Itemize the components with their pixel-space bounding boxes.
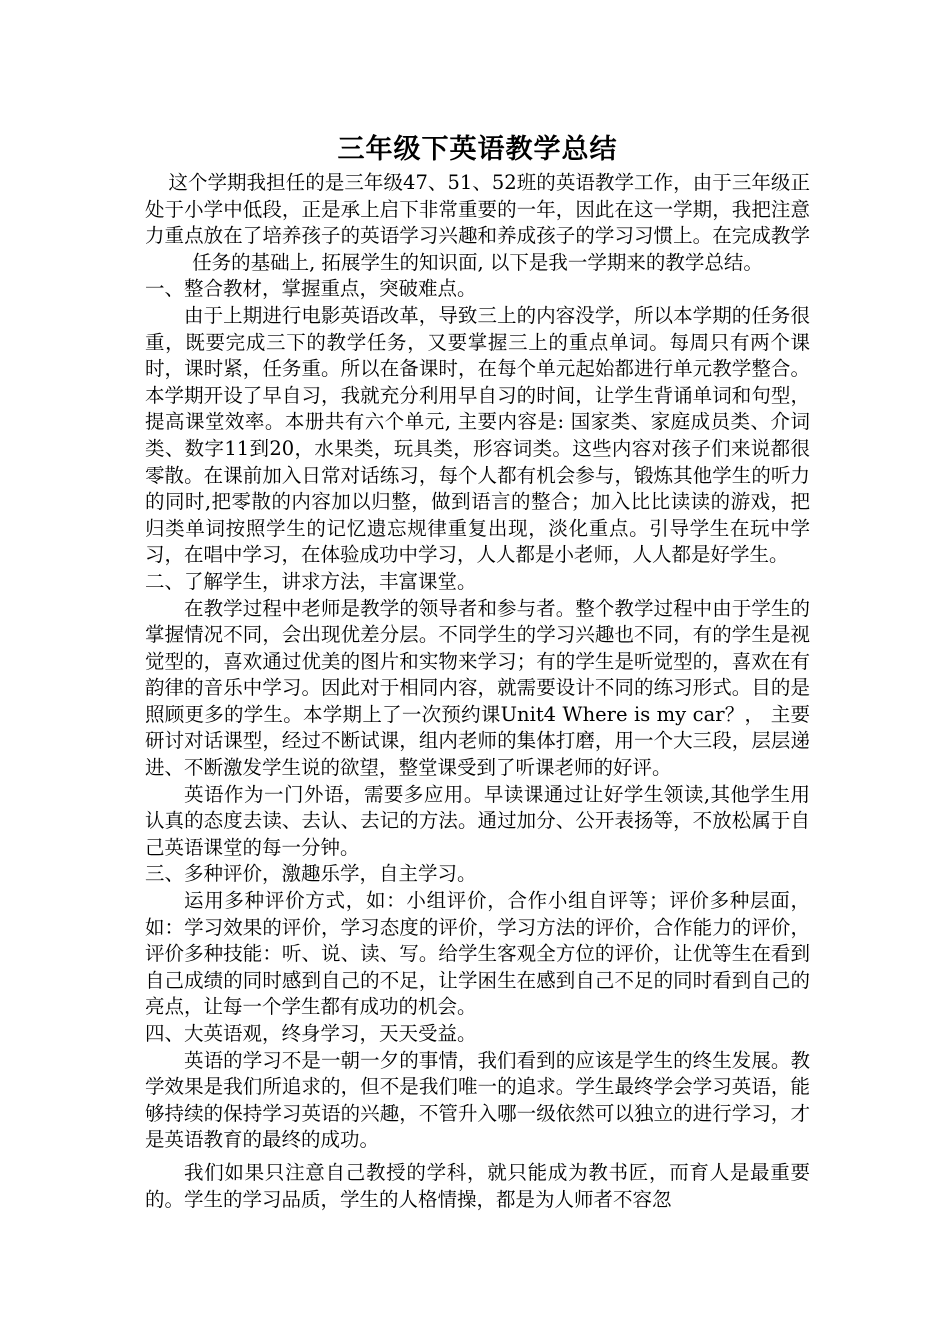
section-2-paragraph-2: 英语作为一门外语，需要多应用。早读课通过让好学生领读,其他学生用认真的态度去读、去认、去记的方法。通过加分、公开表扬等，不放松属于自己英语课堂的每一分钟。 [145, 782, 810, 859]
section-heading-3: 三、多种评价，激趣乐学，自主学习。 [145, 862, 477, 886]
section-2-paragraph-1: 在教学过程中老师是教学的领导者和参与者。整个教学过程中由于学生的掌握情况不同，会出现优差分层。不同学生的学习兴趣也不同，有的学生是视觉型的，喜欢通过优美的图片和实物来学习；有的学生是听觉型的，喜欢在有韵律的音乐中学习。因此对于相同内容，就需要设计不同的练习形式。目的是照顾更多的学生。本学期上了一次预约课Unit4 Where is my car？， 主要研讨对话课型，经过不断试课，组内老师的集体打磨，用一个大三段，层层递进、不断激发学生说的欲望，整堂课受到了听课老师的好评。 [145, 596, 810, 780]
document-body [145, 170, 810, 1213]
section-4-paragraph-2: 我们如果只注意自己教授的学科，就只能成为教书匠，而育人是最重要的。学生的学习品质，学生的人格情操，都是为人师者不容忽 [145, 1160, 810, 1211]
section-1-paragraph-1: 由于上期进行电影英语改革，导致三上的内容没学，所以本学期的任务很重，既要完成三下的教学任务，又要掌握三上的重点单词。每周只有两个课时，课时紧，任务重。所以在备课时，在每个单元起始都进行单元教学整合。本学期开设了早自习，我就充分利用早自习的时间，让学生背诵单词和句型，提高课堂效率。本册共有六个单元, 主要内容是: 国家类、家庭成员类、介词类、数字11到20，水果类，玩具类，形容词类。这些内容对孩子们来说都很零散。在课前加入日常对话练习，每个人都有机会参与，锻炼其他学生的听力的同时,把零散的内容加以归整，做到语言的整合；加入比比读读的游戏，把归类单词按照学生的记忆遗忘规律重复出现，淡化重点。引导学生在玩中学习，在唱中学习，在体验成功中学习，人人都是小老师，人人都是好学生。 [145, 303, 810, 567]
section-3-paragraph-1: 运用多种评价方式，如：小组评价，合作小组自评等；评价多种层面，如：学习效果的评价，学习态度的评价，学习方法的评价，合作能力的评价，评价多种技能：听、说、读、写。给学生客观全方位的评价，让优等生在看到自己成绩的同时感到自己的不足，让学困生在感到自己不足的同时看到自己的亮点，让每一个学生都有成功的机会。 [145, 889, 810, 1019]
document-page [145, 130, 810, 1213]
section-4-paragraph-1: 英语的学习不是一朝一夕的事情，我们看到的应该是学生的终生发展。教学效果是我们所追求的，但不是我们唯一的追求。学生最终学会学习英语，能够持续的保持学习英语的兴趣，不管升入哪一级依然可以独立的进行学习，才是英语教育的最终的成功。 [145, 1048, 810, 1152]
section-heading-4: 四、大英语观，终身学习，天天受益。 [145, 1022, 477, 1045]
intro-paragraph: 这个学期我担任的是三年级47、51、52班的英语教学工作，由于三年级正处于小学中低段，正是承上启下非常重要的一年，因此在这一学期，我把注意力重点放在了培养孩子的英语学习兴趣和养成孩子的学习习惯上。在完成教学任务的基础上, 拓展学生的知识面, 以下是我一学期来的教学总结。 [145, 171, 810, 274]
section-heading-1: 一、整合教材，掌握重点，突破难点。 [145, 277, 477, 301]
section-heading-2: 二、了解学生，讲求方法，丰富课堂。 [145, 569, 477, 593]
document-title: 三年级下英语教学总结 [337, 134, 618, 165]
